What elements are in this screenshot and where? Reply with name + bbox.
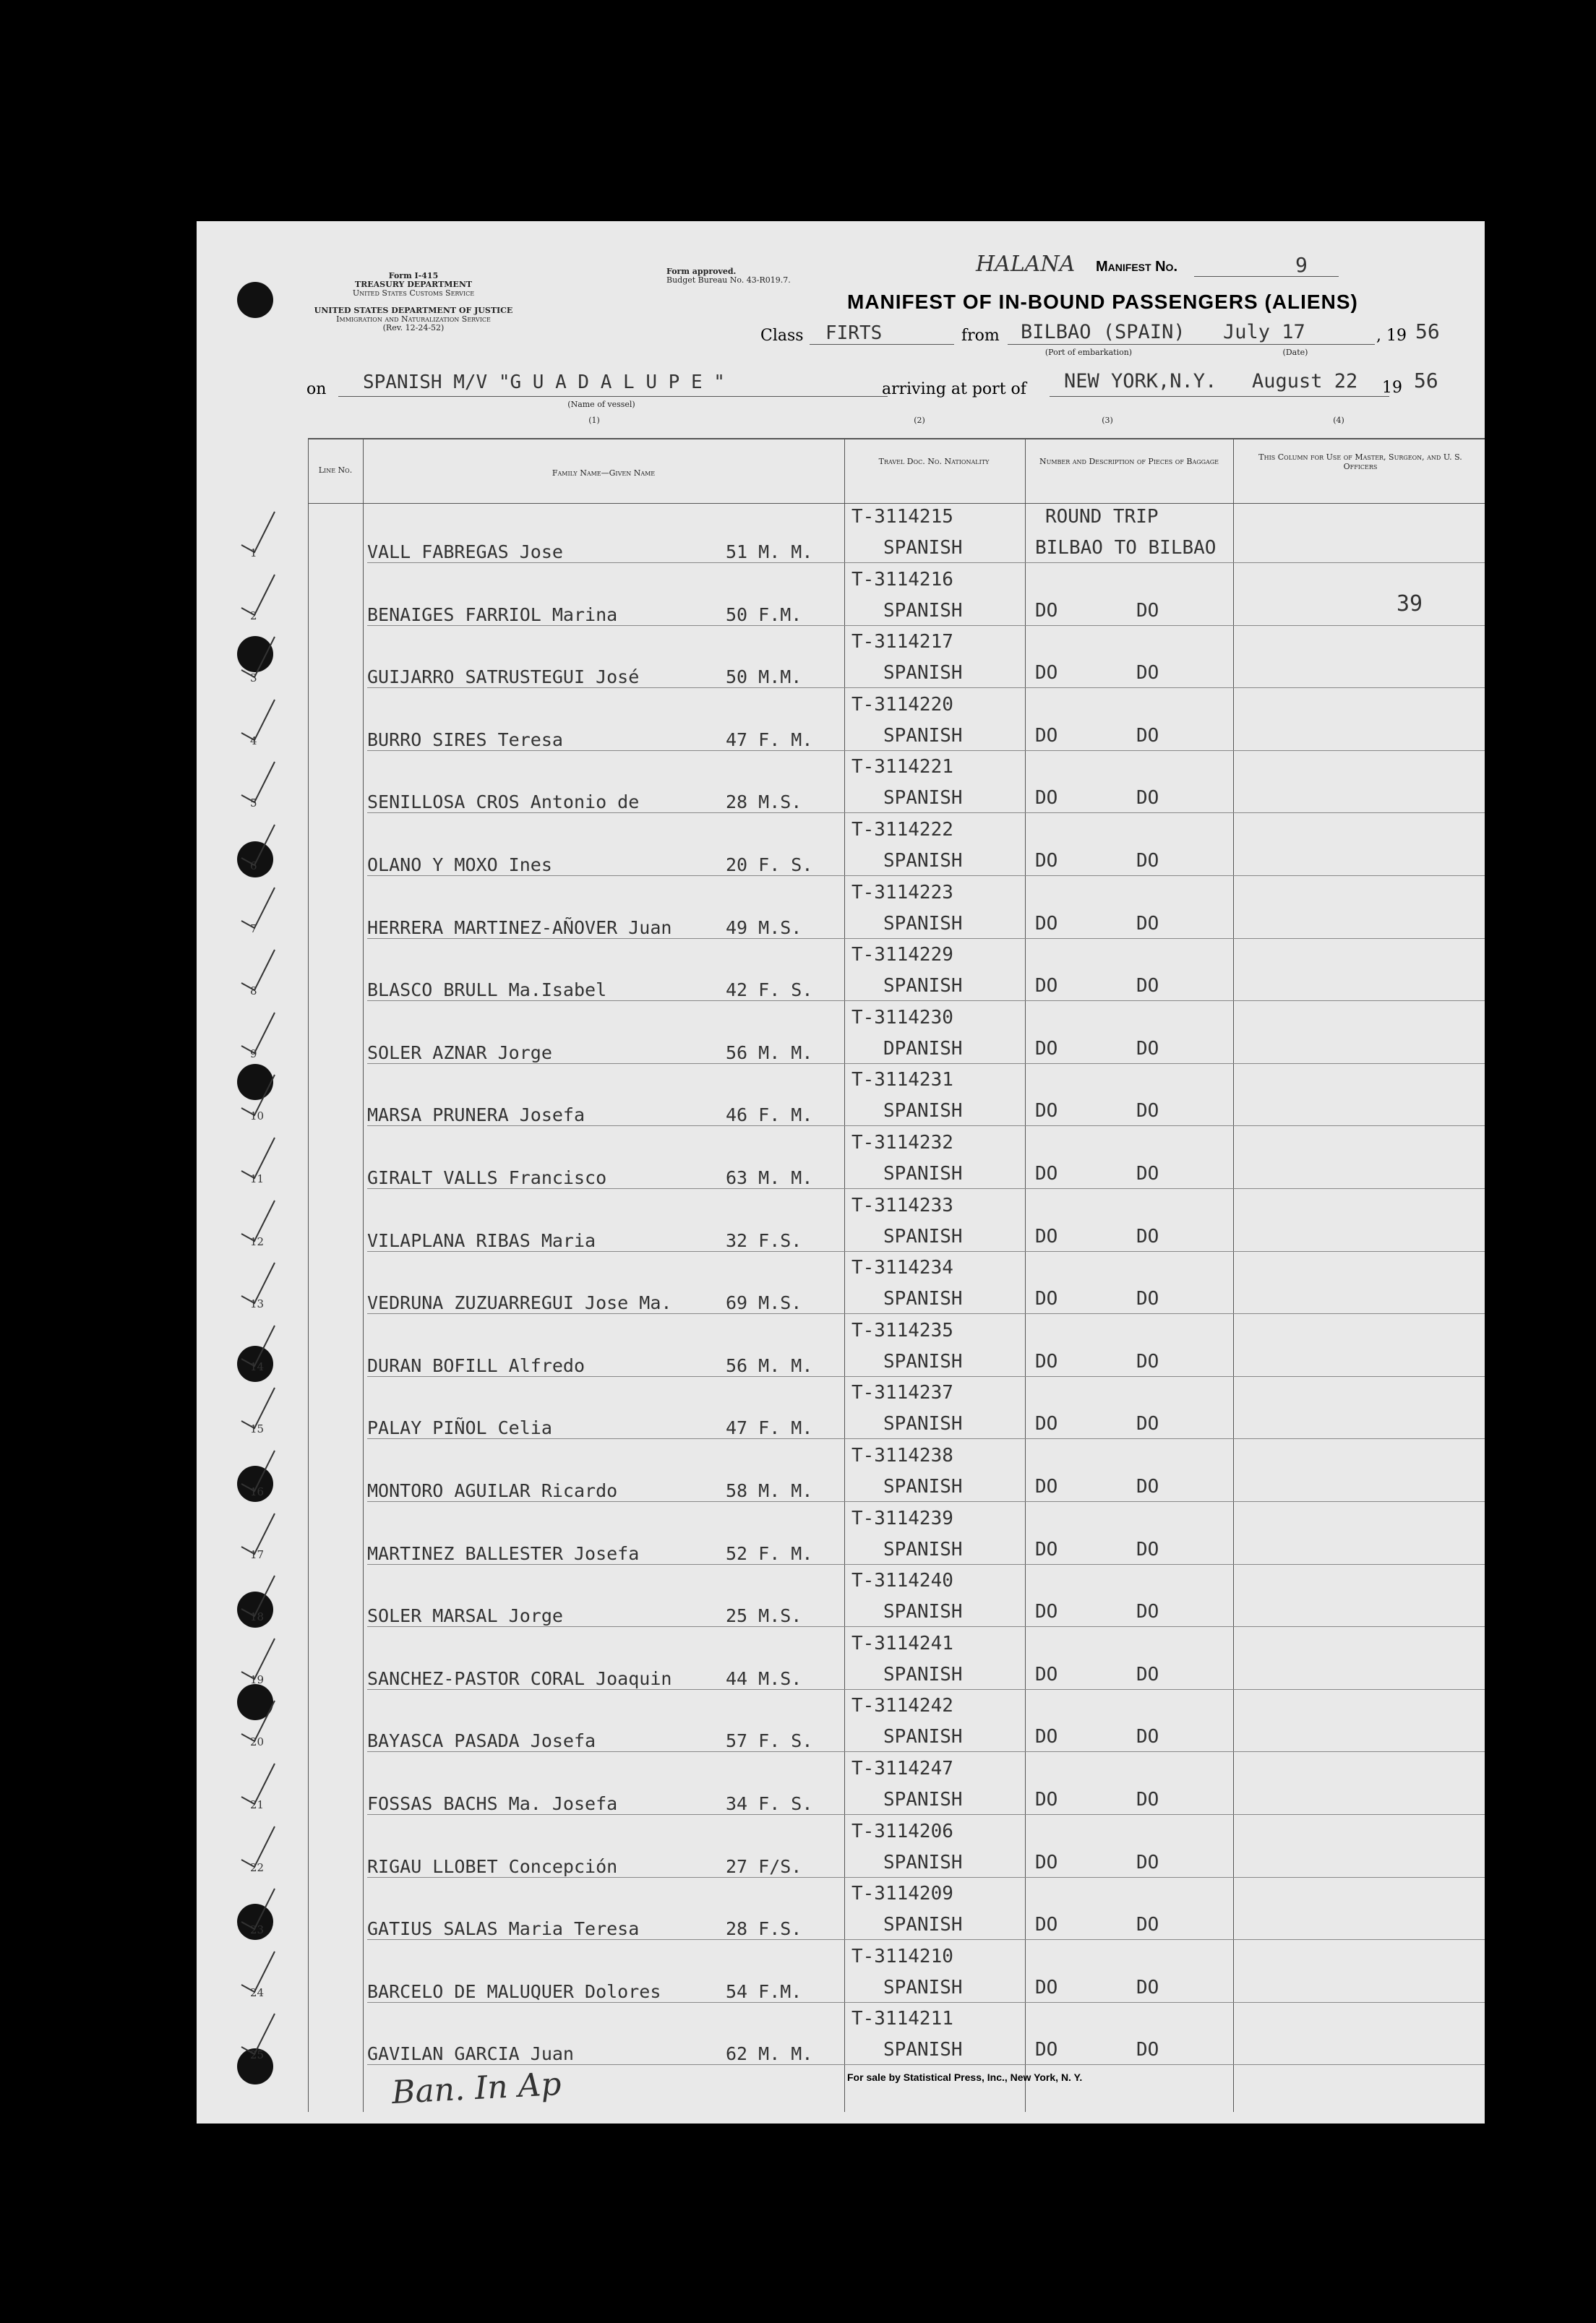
baggage-desc-2: DO — [1136, 1413, 1159, 1435]
baggage-desc-2: DO — [1136, 1601, 1159, 1623]
check-mark-icon — [239, 572, 278, 617]
travel-doc-number: T-3114233 — [851, 1194, 953, 1216]
travel-doc-number: T-3114247 — [851, 1758, 953, 1779]
passenger-row — [197, 1818, 1485, 1880]
nationality: SPANISH — [883, 2039, 963, 2061]
form-approved: Form approved. — [666, 267, 737, 276]
age-sex-status: 57 F. S. — [726, 1730, 813, 1752]
dept-justice: UNITED STATES DEPARTMENT OF JUSTICE — [314, 306, 513, 315]
age-sex-status: 58 M. M. — [726, 1480, 813, 1501]
passenger-name: BURRO SIRES Teresa — [367, 729, 563, 750]
nationality: SPANISH — [883, 975, 963, 997]
travel-doc-number: T-3114206 — [851, 1820, 953, 1842]
passenger-row — [197, 1317, 1485, 1379]
passenger-name: SOLER AZNAR Jorge — [367, 1042, 552, 1063]
nationality: DPANISH — [883, 1037, 963, 1060]
nationality: SPANISH — [883, 787, 963, 810]
passenger-row — [197, 1066, 1485, 1128]
travel-doc-number: T-3114222 — [851, 819, 953, 841]
age-sex-status: 54 F.M. — [726, 1980, 802, 2002]
passenger-row — [197, 503, 1485, 565]
form-number: Form I-415 — [388, 271, 439, 280]
line-number: 23 — [250, 1923, 265, 1937]
travel-doc-number: T-3114221 — [851, 756, 953, 778]
nationality: SPANISH — [883, 599, 963, 622]
line-number: 8 — [250, 984, 257, 998]
passenger-name: VEDRUNA ZUZUARREGUI Jose Ma. — [367, 1292, 672, 1314]
line-number: 4 — [250, 734, 257, 747]
line-number: 11 — [250, 1172, 265, 1185]
travel-doc-number: T-3114240 — [851, 1570, 953, 1592]
printer-line: For sale by Statistical Press, Inc., New York, N. Y. — [847, 2071, 1083, 2083]
baggage-desc-1: DO — [1035, 2039, 1058, 2061]
baggage-desc-1: DO — [1035, 1413, 1058, 1435]
age-sex-status: 62 M. M. — [726, 2043, 813, 2065]
from-value: BILBAO (SPAIN) — [1021, 321, 1185, 343]
baggage-desc-2: DO — [1136, 662, 1159, 684]
travel-doc-number: T-3114235 — [851, 1319, 953, 1341]
baggage-desc-1: DO — [1035, 1726, 1058, 1748]
passenger-row — [197, 1567, 1485, 1629]
arrival-date: August 22 — [1252, 370, 1358, 392]
baggage-desc-2: DO — [1136, 975, 1159, 997]
baggage-desc-2: DO — [1136, 1163, 1159, 1185]
baggage-desc-1: DO — [1035, 975, 1058, 997]
arrival-year: 56 — [1414, 369, 1438, 392]
passenger-name: FOSSAS BACHS Ma. Josefa — [367, 1793, 618, 1814]
age-sex-status: 49 M.S. — [726, 916, 802, 938]
manifest-no-label: Manifest No. — [1096, 259, 1177, 275]
baggage-desc-1: DO — [1035, 1163, 1058, 1185]
nationality: SPANISH — [883, 1663, 963, 1686]
passenger-name: BARCELO DE MALUQUER Dolores — [367, 1980, 661, 2002]
passenger-name: BAYASCA PASADA Josefa — [367, 1730, 596, 1752]
col-num-2: (2) — [914, 416, 925, 425]
travel-doc-number: T-3114229 — [851, 944, 953, 966]
nationality: SPANISH — [883, 1225, 963, 1248]
age-sex-status: 47 F. M. — [726, 1417, 813, 1439]
nationality: SPANISH — [883, 1789, 963, 1811]
form-revision: (Rev. 12-24-52) — [382, 323, 445, 332]
nationality: SPANISH — [883, 912, 963, 935]
baggage-desc-1: DO — [1035, 1851, 1058, 1873]
nationality: SPANISH — [883, 724, 963, 747]
vessel-name: SPANISH M/V "G U A D A L U P E " — [363, 372, 725, 393]
nationality: SPANISH — [883, 1538, 963, 1560]
baggage-desc-2: DO — [1136, 850, 1159, 872]
age-sex-status: 50 M.M. — [726, 666, 802, 688]
check-mark-icon — [239, 822, 278, 867]
check-mark-icon — [239, 634, 278, 679]
baggage-desc-1: DO — [1035, 1914, 1058, 1936]
age-sex-status: 51 M. M. — [726, 541, 813, 562]
manifest-no-value: 9 — [1295, 253, 1308, 277]
arrival-year-prefix: 19 — [1382, 379, 1402, 397]
passenger-name: PALAY PIÑOL Celia — [367, 1417, 552, 1439]
passenger-name: GIRALT VALLS Francisco — [367, 1167, 607, 1188]
line-number: 7 — [250, 922, 257, 935]
baggage-desc-2: DO — [1136, 1789, 1159, 1811]
travel-doc-number: T-3114231 — [851, 1069, 953, 1091]
baggage-desc-2: DO — [1136, 1851, 1159, 1873]
passenger-row — [197, 691, 1485, 753]
age-sex-status: 32 F.S. — [726, 1229, 802, 1251]
baggage-desc-2: DO — [1136, 724, 1159, 747]
age-sex-status: 50 F.M. — [726, 604, 802, 625]
baggage-desc-1: DO — [1035, 1476, 1058, 1498]
travel-doc-number: T-3114211 — [851, 2008, 953, 2030]
nationality: SPANISH — [883, 850, 963, 872]
passenger-row — [197, 1630, 1485, 1692]
line-number: 5 — [250, 796, 257, 810]
travel-doc-number: T-3114217 — [851, 631, 953, 653]
travel-doc-number: T-3114232 — [851, 1132, 953, 1154]
baggage-desc-1: ROUND TRIP — [1045, 506, 1159, 528]
departure-year: 56 — [1415, 319, 1440, 343]
col-num-1: (1) — [588, 416, 600, 425]
baggage-desc-1: DO — [1035, 912, 1058, 935]
check-mark-icon — [239, 885, 278, 929]
passenger-row — [197, 1692, 1485, 1754]
col-num-4: (4) — [1333, 416, 1344, 425]
header-line-no: Line No. — [318, 465, 353, 475]
passenger-row — [197, 1129, 1485, 1191]
baggage-desc-2: DO — [1136, 2039, 1159, 2061]
arriving-label: arriving at port of — [882, 380, 1026, 398]
travel-doc-number: T-3114230 — [851, 1006, 953, 1029]
check-mark-icon — [239, 947, 278, 992]
age-sex-status: 28 M.S. — [726, 791, 802, 813]
travel-doc-number: T-3114223 — [851, 881, 953, 903]
passenger-name: SOLER MARSAL Jorge — [367, 1605, 563, 1627]
nationality: SPANISH — [883, 1350, 963, 1373]
baggage-desc-2: DO — [1136, 912, 1159, 935]
passenger-row — [197, 941, 1485, 1003]
nationality: SPANISH — [883, 1288, 963, 1310]
punch-hole — [237, 282, 273, 318]
line-number: 15 — [250, 1422, 265, 1436]
baggage-desc-2: DO — [1136, 787, 1159, 810]
baggage-desc-2: DO — [1136, 1225, 1159, 1248]
header-travel-doc: Travel Doc. No. Nationality — [878, 457, 990, 466]
age-sex-status: 69 M.S. — [726, 1292, 802, 1314]
baggage-desc-1: DO — [1035, 1976, 1058, 1998]
check-mark-icon — [239, 759, 278, 804]
dept-ins: Immigration and Naturalization Service — [336, 314, 491, 324]
passenger-row — [197, 2005, 1485, 2067]
age-sex-status: 56 M. M. — [726, 1042, 813, 1063]
line-number: 18 — [250, 1610, 265, 1624]
date-caption: (Date) — [1282, 348, 1308, 357]
nationality: SPANISH — [883, 1601, 963, 1623]
passenger-name: SANCHEZ-PASTOR CORAL Joaquin — [367, 1667, 672, 1689]
departure-date: July 17 — [1223, 321, 1305, 343]
passenger-row — [197, 753, 1485, 815]
travel-doc-number: T-3114210 — [851, 1945, 953, 1967]
line-number: 17 — [250, 1547, 265, 1561]
passenger-row — [197, 1442, 1485, 1504]
travel-doc-number: T-3114209 — [851, 1883, 953, 1905]
baggage-desc-1: DO — [1035, 662, 1058, 684]
passenger-name: BENAIGES FARRIOL Marina — [367, 604, 618, 625]
nationality: SPANISH — [883, 1851, 963, 1873]
passenger-name: OLANO Y MOXO Ines — [367, 854, 552, 875]
manifest-page — [197, 221, 1485, 2124]
class-value: FIRTS — [825, 322, 883, 344]
baggage-desc-2: DO — [1136, 1037, 1159, 1060]
age-sex-status: 44 M.S. — [726, 1667, 802, 1689]
nationality: SPANISH — [883, 1163, 963, 1185]
baggage-desc-2: DO — [1136, 1100, 1159, 1122]
passenger-row — [197, 1004, 1485, 1066]
passenger-row — [197, 1379, 1485, 1441]
passenger-row — [197, 566, 1485, 628]
dept-customs: United States Customs Service — [352, 288, 475, 298]
line-number: 22 — [250, 1860, 265, 1874]
age-sex-status: 20 F. S. — [726, 854, 813, 875]
year-prefix: , 19 — [1376, 327, 1407, 345]
check-mark-icon — [239, 1010, 278, 1055]
passenger-name: BLASCO BRULL Ma.Isabel — [367, 979, 607, 1001]
baggage-desc-2: DO — [1136, 1914, 1159, 1936]
passenger-name: RIGAU LLOBET Concepción — [367, 1855, 618, 1877]
class-label: Class — [760, 327, 804, 345]
travel-doc-number: T-3114239 — [851, 1507, 953, 1529]
line-number: 25 — [250, 2048, 265, 2062]
budget-bureau: Budget Bureau No. 43-R019.7. — [666, 275, 791, 285]
line-number: 6 — [250, 859, 257, 872]
travel-doc-number: T-3114237 — [851, 1382, 953, 1404]
age-sex-status: 25 M.S. — [726, 1605, 802, 1627]
baggage-desc-2: DO — [1136, 1350, 1159, 1373]
baggage-desc-2: DO — [1136, 1663, 1159, 1686]
nationality: SPANISH — [883, 537, 963, 559]
baggage-desc-1: DO — [1035, 1037, 1058, 1060]
baggage-desc-1: DO — [1035, 599, 1058, 622]
signature: Ban. In Ap — [390, 2065, 562, 2112]
age-sex-status: 28 F.S. — [726, 1918, 802, 1940]
baggage-desc-2: DO — [1136, 1976, 1159, 1998]
passenger-name: GUIJARRO SATRUSTEGUI José — [367, 666, 640, 688]
baggage-desc-1: DO — [1035, 1538, 1058, 1560]
passenger-row — [197, 628, 1485, 690]
baggage-desc-2: DO — [1136, 1288, 1159, 1310]
baggage-desc-1: DO — [1035, 1601, 1058, 1623]
line-number: 1 — [250, 546, 257, 559]
passenger-row — [197, 1254, 1485, 1316]
on-label: on — [306, 380, 327, 398]
nationality: SPANISH — [883, 1914, 963, 1936]
baggage-desc-2: BILBAO TO BILBAO — [1035, 537, 1217, 559]
passenger-row — [197, 1755, 1485, 1817]
passenger-name: DURAN BOFILL Alfredo — [367, 1354, 585, 1376]
travel-doc-number: T-3114234 — [851, 1257, 953, 1279]
baggage-desc-2: DO — [1136, 1726, 1159, 1748]
age-sex-status: 34 F. S. — [726, 1793, 813, 1814]
baggage-desc-1: DO — [1035, 1663, 1058, 1686]
age-sex-status: 63 M. M. — [726, 1167, 813, 1188]
passenger-row — [197, 1880, 1485, 1942]
line-number: 2 — [250, 609, 257, 622]
manifest-title: MANIFEST OF IN-BOUND PASSENGERS (ALIENS) — [847, 291, 1358, 313]
baggage-desc-1: DO — [1035, 787, 1058, 810]
header-officers: This Column for Use of Master, Surgeon, and U. S. Officers — [1258, 452, 1462, 471]
header-baggage: Number and Description of Pieces of Baggage — [1039, 457, 1219, 466]
nationality: SPANISH — [883, 1100, 963, 1122]
age-sex-status: 52 F. M. — [726, 1542, 813, 1564]
check-mark-icon — [239, 697, 278, 742]
travel-doc-number: T-3114241 — [851, 1632, 953, 1654]
line-number: 10 — [250, 1109, 265, 1123]
passenger-row — [197, 879, 1485, 941]
passenger-name: VALL FABREGAS Jose — [367, 541, 563, 562]
age-sex-status: 56 M. M. — [726, 1354, 813, 1376]
travel-doc-number: T-3114238 — [851, 1445, 953, 1467]
passenger-name: HERRERA MARTINEZ-AÑOVER Juan — [367, 916, 672, 938]
baggage-desc-2: DO — [1136, 1476, 1159, 1498]
age-sex-status: 47 F. M. — [726, 729, 813, 750]
handwritten-note: HALANA — [976, 252, 1076, 277]
age-sex-status: 27 F/S. — [726, 1855, 802, 1877]
passenger-name: MARSA PRUNERA Josefa — [367, 1104, 585, 1126]
arrival-port: NEW YORK,N.Y. — [1064, 370, 1217, 392]
line-number: 20 — [250, 1735, 265, 1749]
header-name: Family Name—Given Name — [552, 468, 656, 478]
travel-doc-number: T-3114242 — [851, 1695, 953, 1717]
nationality: SPANISH — [883, 1726, 963, 1748]
from-label: from — [961, 327, 1000, 345]
nationality: SPANISH — [883, 662, 963, 684]
baggage-desc-2: DO — [1136, 1538, 1159, 1560]
baggage-desc-1: DO — [1035, 724, 1058, 747]
line-number: 9 — [250, 1047, 257, 1060]
passenger-name: GAVILAN GARCIA Juan — [367, 2043, 574, 2065]
line-number: 21 — [250, 1798, 265, 1811]
nationality: SPANISH — [883, 1976, 963, 1998]
line-number: 13 — [250, 1297, 265, 1311]
line-number: 19 — [250, 1673, 265, 1686]
passenger-row — [197, 816, 1485, 878]
travel-doc-number: T-3114220 — [851, 693, 953, 716]
baggage-desc-2: DO — [1136, 599, 1159, 622]
dept-treasury: TREASURY DEPARTMENT — [354, 280, 473, 289]
baggage-desc-1: DO — [1035, 1350, 1058, 1373]
line-number: 14 — [250, 1360, 265, 1373]
vessel-caption: (Name of vessel) — [567, 400, 635, 409]
line-number: 12 — [250, 1235, 265, 1248]
line-number: 24 — [250, 1985, 265, 1999]
passenger-name: MARTINEZ BALLESTER Josefa — [367, 1542, 640, 1564]
margin-number: 39 — [1396, 591, 1423, 617]
age-sex-status: 42 F. S. — [726, 979, 813, 1001]
passenger-name: GATIUS SALAS Maria Teresa — [367, 1918, 640, 1940]
age-sex-status: 46 F. M. — [726, 1104, 813, 1126]
nationality: SPANISH — [883, 1476, 963, 1498]
port-caption: (Port of embarkation) — [1044, 348, 1133, 357]
nationality: SPANISH — [883, 1413, 963, 1435]
baggage-desc-1: DO — [1035, 1100, 1058, 1122]
baggage-desc-1: DO — [1035, 1288, 1058, 1310]
line-number: 3 — [250, 671, 257, 685]
passenger-name: VILAPLANA RIBAS Maria — [367, 1229, 596, 1251]
baggage-desc-1: DO — [1035, 850, 1058, 872]
passenger-name: MONTORO AGUILAR Ricardo — [367, 1480, 618, 1501]
check-mark-icon — [239, 509, 278, 554]
col-num-3: (3) — [1102, 416, 1113, 425]
baggage-desc-1: DO — [1035, 1225, 1058, 1248]
passenger-row — [197, 1505, 1485, 1567]
travel-doc-number: T-3114215 — [851, 506, 953, 528]
passenger-row — [197, 1943, 1485, 2005]
baggage-desc-1: DO — [1035, 1789, 1058, 1811]
passenger-name: SENILLOSA CROS Antonio de — [367, 791, 640, 813]
travel-doc-number: T-3114216 — [851, 568, 953, 591]
line-number: 16 — [250, 1485, 265, 1498]
passenger-row — [197, 1192, 1485, 1254]
